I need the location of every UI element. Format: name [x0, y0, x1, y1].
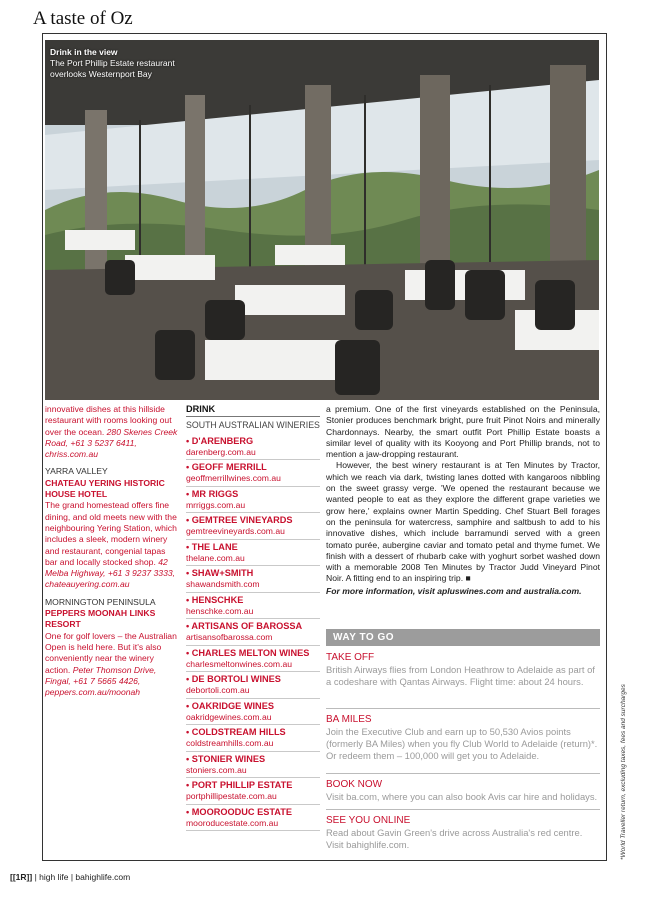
venue-name: CHATEAU YERING HISTORIC HOUSE HOTEL [45, 477, 165, 500]
winery-name: • GEOFF MERRILL [186, 462, 267, 473]
winery-name: • PORT PHILLIP ESTATE [186, 780, 293, 791]
footer-page-number: [[1R]] [10, 872, 33, 882]
venue-body: One for golf lovers – the Australian Open is held here. But it's also conveniently near the winery action. [45, 630, 177, 675]
way-to-go-heading: WAY TO GO [326, 629, 600, 646]
winery-name: • STONIER WINES [186, 753, 266, 764]
way-item-title: BA MILES [326, 714, 372, 725]
winery-name: • ARTISANS OF BAROSSA [186, 621, 303, 632]
winery-url-link[interactable]: gemtreevineyards.com.au [186, 526, 285, 537]
winery-item [186, 619, 320, 646]
winery-url-link[interactable]: charlesmeltonwines.com.au [186, 658, 293, 669]
winery-item [186, 460, 320, 487]
winery-item [186, 434, 320, 461]
winery-item [186, 778, 320, 805]
winery-url-link[interactable]: mrriggs.com.au [186, 499, 246, 510]
winery-url-link[interactable]: oakridgewines.com.au [186, 711, 272, 722]
winery-item [186, 725, 320, 752]
winery-name: • MR RIGGS [186, 488, 239, 499]
venue-description [45, 500, 178, 590]
winery-name: • CHARLES MELTON WINES [186, 647, 310, 658]
way-item-take-off [326, 652, 600, 688]
venue-description [45, 631, 178, 699]
article-paragraph: a premium. One of the first vineyards established on the Peninsula, Stonier produces benchmark bright, pure fruit Pinot Noirs and minerally Chardonnays. Nearby, the smart outfit Port Phillip Estate boasts a similar level of quality with its Kooyong and Port Phillip brands, not to mention a jaw-dropping restaurant. [326, 404, 600, 460]
winery-item [186, 672, 320, 699]
winery-name: • OAKRIDGE WINES [186, 700, 274, 711]
way-divider [326, 773, 600, 774]
way-item-body: Join the Executive Club and earn up to 50,530 Avios points (formerly BA Miles) when you fly Club World to Adelaide (return)*. Or redeem them – 100,000 will get you to Adelaide. [326, 726, 598, 761]
way-item-book-now [326, 779, 600, 803]
drink-subheading: SOUTH AUSTRALIAN WINERIES [186, 420, 320, 431]
drink-column [186, 404, 320, 831]
section-title: A taste of Oz [33, 8, 133, 29]
winery-item [186, 540, 320, 567]
caption-text: The Port Phillip Estate restaurant overlooks Westernport Bay [50, 58, 175, 79]
winery-url-link[interactable]: stoniers.com.au [186, 764, 247, 775]
winery-item [186, 487, 320, 514]
winery-name: • GEMTREE VINEYARDS [186, 515, 293, 526]
intro-text [45, 404, 178, 460]
way-item-ba-miles [326, 714, 600, 762]
venue-region: MORNINGTON PENINSULA [45, 596, 156, 607]
venue-body: The grand homestead offers fine dining, and old meets new with the neighbouring Yering Station, which includes a sleek, modern winery and restaurant, congenial tapas bar and locally stocked shop. [45, 500, 177, 567]
winery-url-link[interactable]: henschke.com.au [186, 605, 254, 616]
more-info-link[interactable]: For more information, visit apluswines.com and australia.com. [326, 585, 582, 596]
side-footnote: *World Traveller return, excluding taxes, fees and surcharges [620, 684, 627, 860]
winery-url-link[interactable]: artisansofbarossa.com [186, 632, 273, 643]
winery-url-link[interactable]: mooroducestate.com.au [186, 817, 279, 828]
winery-item [186, 805, 320, 832]
intro-address: 280 Skenes Creek Road, +61 3 5237 6411, chriss.com.au [45, 426, 178, 460]
article-text [326, 404, 600, 597]
footer-site-link[interactable]: bahighlife.com [75, 872, 131, 882]
winery-name: • DE BORTOLI WINES [186, 674, 281, 685]
winery-url-link[interactable]: thelane.com.au [186, 552, 245, 563]
intro-body: innovative dishes at this hillside restaurant with rooms looking out over the ocean. [45, 404, 172, 437]
winery-url-link[interactable]: portphillipestate.com.au [186, 791, 277, 802]
restaurant-photo [45, 40, 599, 400]
footer-magazine: high life [39, 872, 69, 882]
venue-address: Peter Thomson Drive, Fingal, +61 7 5665 4426, peppers.com.au/moonah [45, 664, 157, 698]
winery-url-link[interactable]: debortoli.com.au [186, 685, 250, 696]
venues-column [45, 404, 178, 698]
venue-name: PEPPERS MOONAH LINKS RESORT [45, 608, 156, 630]
winery-url-link[interactable]: geoffmerrillwines.com.au [186, 473, 281, 484]
winery-item [186, 646, 320, 673]
winery-item [186, 513, 320, 540]
winery-item [186, 699, 320, 726]
way-item-title: BOOK NOW [326, 779, 383, 790]
winery-name: • COLDSTREAM HILLS [186, 727, 286, 738]
way-divider [326, 809, 600, 810]
winery-name: • D'ARENBERG [186, 435, 254, 446]
winery-url-link[interactable]: darenberg.com.au [186, 446, 256, 457]
way-item-title: TAKE OFF [326, 652, 375, 663]
caption-title: Drink in the view [50, 47, 118, 57]
page-footer: [[1R]] | high life | bahighlife.com [10, 872, 131, 882]
winery-list [186, 434, 320, 832]
article-paragraph: However, the best winery restaurant is at Ten Minutes by Tractor, which we reach via dark, twisting lanes dotted with kangaroos nibbling on the sweet grassy verge. 'We opened the restaurant because we wanted people to eat as they explore the different grape varieties we grow here,' explains owner Martin Spedding. Chef Stuart Bell forages on the peninsula for watercress, samphire and saltbush to add to his innovative dishes, which include barramundi served with a green tomato purée, aubergine caviar and tomato petal and thyme fumet. We finish with a dessert of rhubarb cake with yoghurt sorbet washed down with a memorable 2008 Ten Minutes by Tractor Judd Vineyard Pinot Noir. A fitting end to an inspiring trip. ■ [326, 460, 600, 584]
way-item-body: Read about Gavin Green's drive across Australia's red centre. Visit bahighlife.com. [326, 827, 583, 850]
winery-name: • THE LANE [186, 541, 238, 552]
way-item-body: British Airways flies from London Heathrow to Adelaide as part of a codeshare with Qantas Airways. Flight time: about 24 hours. [326, 664, 595, 687]
way-item-title: SEE YOU ONLINE [326, 815, 411, 826]
winery-url-link[interactable]: coldstreamhills.com.au [186, 738, 274, 749]
drink-heading: DRINK [186, 404, 320, 417]
winery-item [186, 566, 320, 593]
winery-item [186, 752, 320, 779]
photo-caption [50, 47, 180, 80]
winery-name: • HENSCHKE [186, 594, 244, 605]
way-divider [326, 708, 600, 709]
way-item-see-you-online [326, 815, 600, 851]
winery-url-link[interactable]: shawandsmith.com [186, 579, 260, 590]
winery-item [186, 593, 320, 620]
winery-name: • MOOROODUC ESTATE [186, 806, 292, 817]
venue-region: YARRA VALLEY [45, 466, 108, 477]
way-item-body: Visit ba.com, where you can also book Avis car hire and holidays. [326, 791, 598, 802]
venue-address: 42 Melba Highway, +61 3 9237 3333, chateauyering.com.au [45, 556, 176, 590]
winery-name: • SHAW+SMITH [186, 568, 254, 579]
